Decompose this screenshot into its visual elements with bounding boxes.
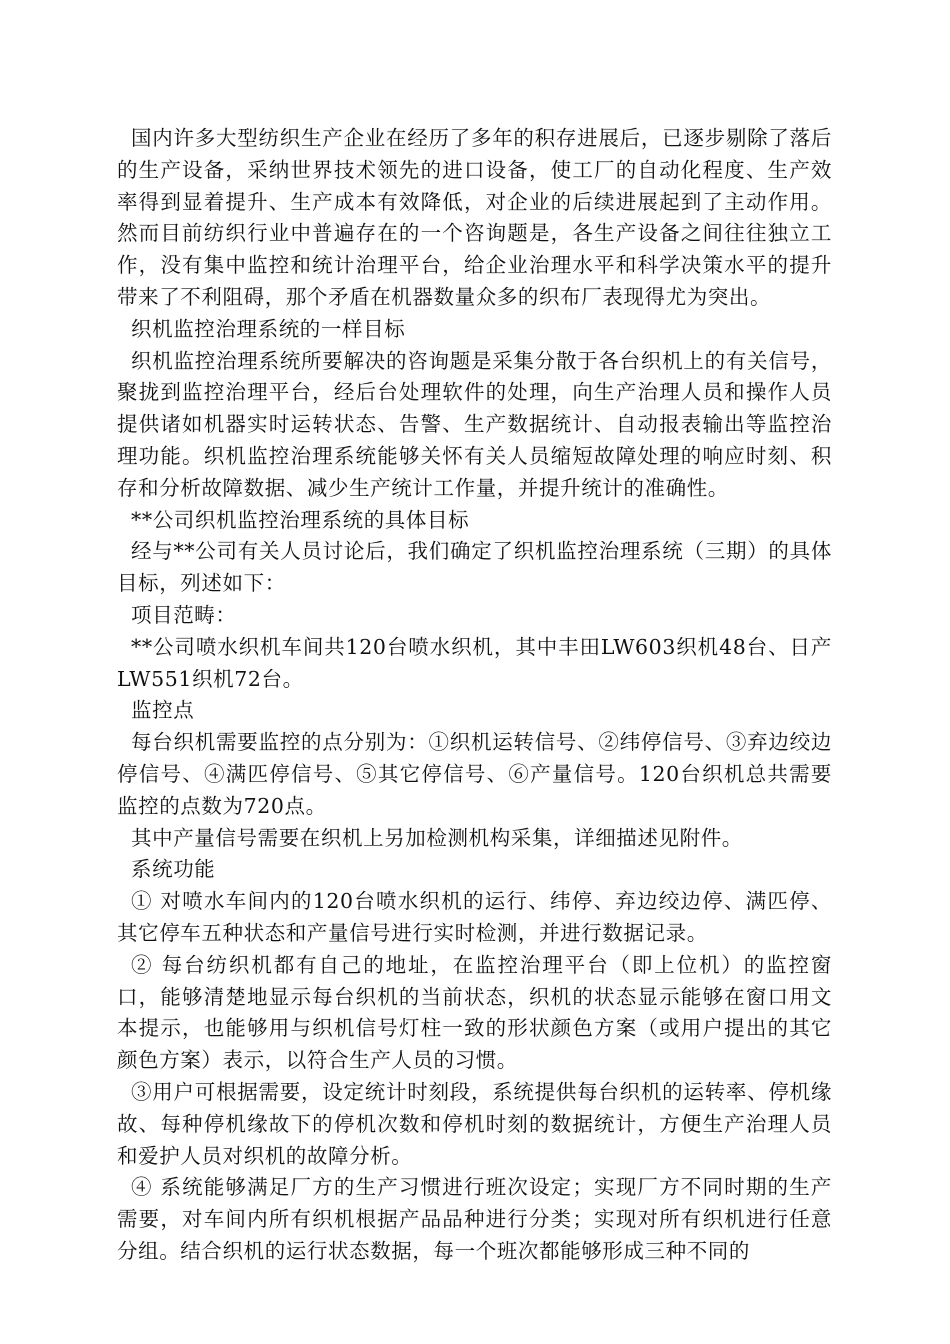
function-item-1: ① 对喷水车间内的120台喷水织机的运行、纬停、弃边绞边停、满匹停、其它停车五种状态和产量信号进行实时检测，并进行数据记录。 (117, 889, 832, 945)
paragraph-general-goal: 织机监控治理系统所要解决的咨询题是采集分散于各台织机上的有关信号，聚拢到监控治理平台，经后台处理软件的处理，向生产治理人员和操作人员提供诸如机器实时运转状态、告警、生产数据统计、自动报表输出等监控治理功能。织机监控治理系统能够关怀有关人员缩短故障处理的响应时刻、积存和分析故障数据、减少生产统计工作量，并提升统计的准确性。 (117, 348, 832, 500)
paragraph-monitoring-points: 每台织机需要监控的点分别为：①织机运转信号、②纬停信号、③弃边绞边停信号、④满匹停信号、⑤其它停信号、⑥产量信号。120台织机总共需要监控的点数为720点。 (117, 730, 832, 818)
heading-project-scope: 项目范畴： (131, 602, 237, 627)
paragraph-output-signal: 其中产量信号需要在织机上另加检测机构采集，详细描述见附件。 (131, 825, 743, 850)
paragraph-specific-goal: 经与**公司有关人员讨论后，我们确定了织机监控治理系统（三期）的具体目标，列述如下： (117, 539, 832, 596)
heading-system-functions: 系统功能 (131, 857, 216, 882)
heading-monitoring-points: 监控点 (131, 698, 195, 723)
paragraph-project-scope: **公司喷水织机车间共120台喷水织机，其中丰田LW603织机48台、日产LW551织机72台。 (117, 634, 832, 691)
function-item-2: ② 每台纺织机都有自己的地址，在监控治理平台（即上位机）的监控窗口，能够清楚地显示每台织机的当前状态，织机的状态显示能够在窗口用文本提示，也能够用与织机信号灯柱一致的形状颜色方案（或用户提出的其它颜色方案）表示，以符合生产人员的习惯。 (117, 952, 832, 1073)
document-body (117, 123, 832, 1268)
heading-specific-goal: **公司织机监控治理系统的具体目标 (131, 507, 470, 532)
function-item-4: ④ 系统能够满足厂方的生产习惯进行班次设定；实现厂方不同时期的生产需要，对车间内所有织机根据产品品种进行分类；实现对所有织机进行任意分组。结合织机的运行状态数据，每一个班次都能够形成三种不同的 (117, 1175, 832, 1263)
paragraph-intro: 国内许多大型纺织生产企业在经历了多年的积存进展后，已逐步剔除了落后的生产设备，采纳世界技术领先的进口设备，使工厂的自动化程度、生产效率得到显着提升、生产成本有效降低，对企业的后续进展起到了主动作用。然而目前纺织行业中普遍存在的一个咨询题是，各生产设备之间往往独立工作，没有集中监控和统计治理平台，给企业治理水平和科学决策水平的提升带来了不利阻碍，那个矛盾在机器数量众多的织布厂表现得尤为突出。 (117, 126, 832, 309)
function-item-3: ③用户可根据需要，设定统计时刻段，系统提供每台织机的运转率、停机缘故、每种停机缘故下的停机次数和停机时刻的数据统计，方便生产治理人员和爱护人员对织机的故障分析。 (117, 1079, 832, 1168)
heading-general-goal: 织机监控治理系统的一样目标 (131, 316, 406, 341)
